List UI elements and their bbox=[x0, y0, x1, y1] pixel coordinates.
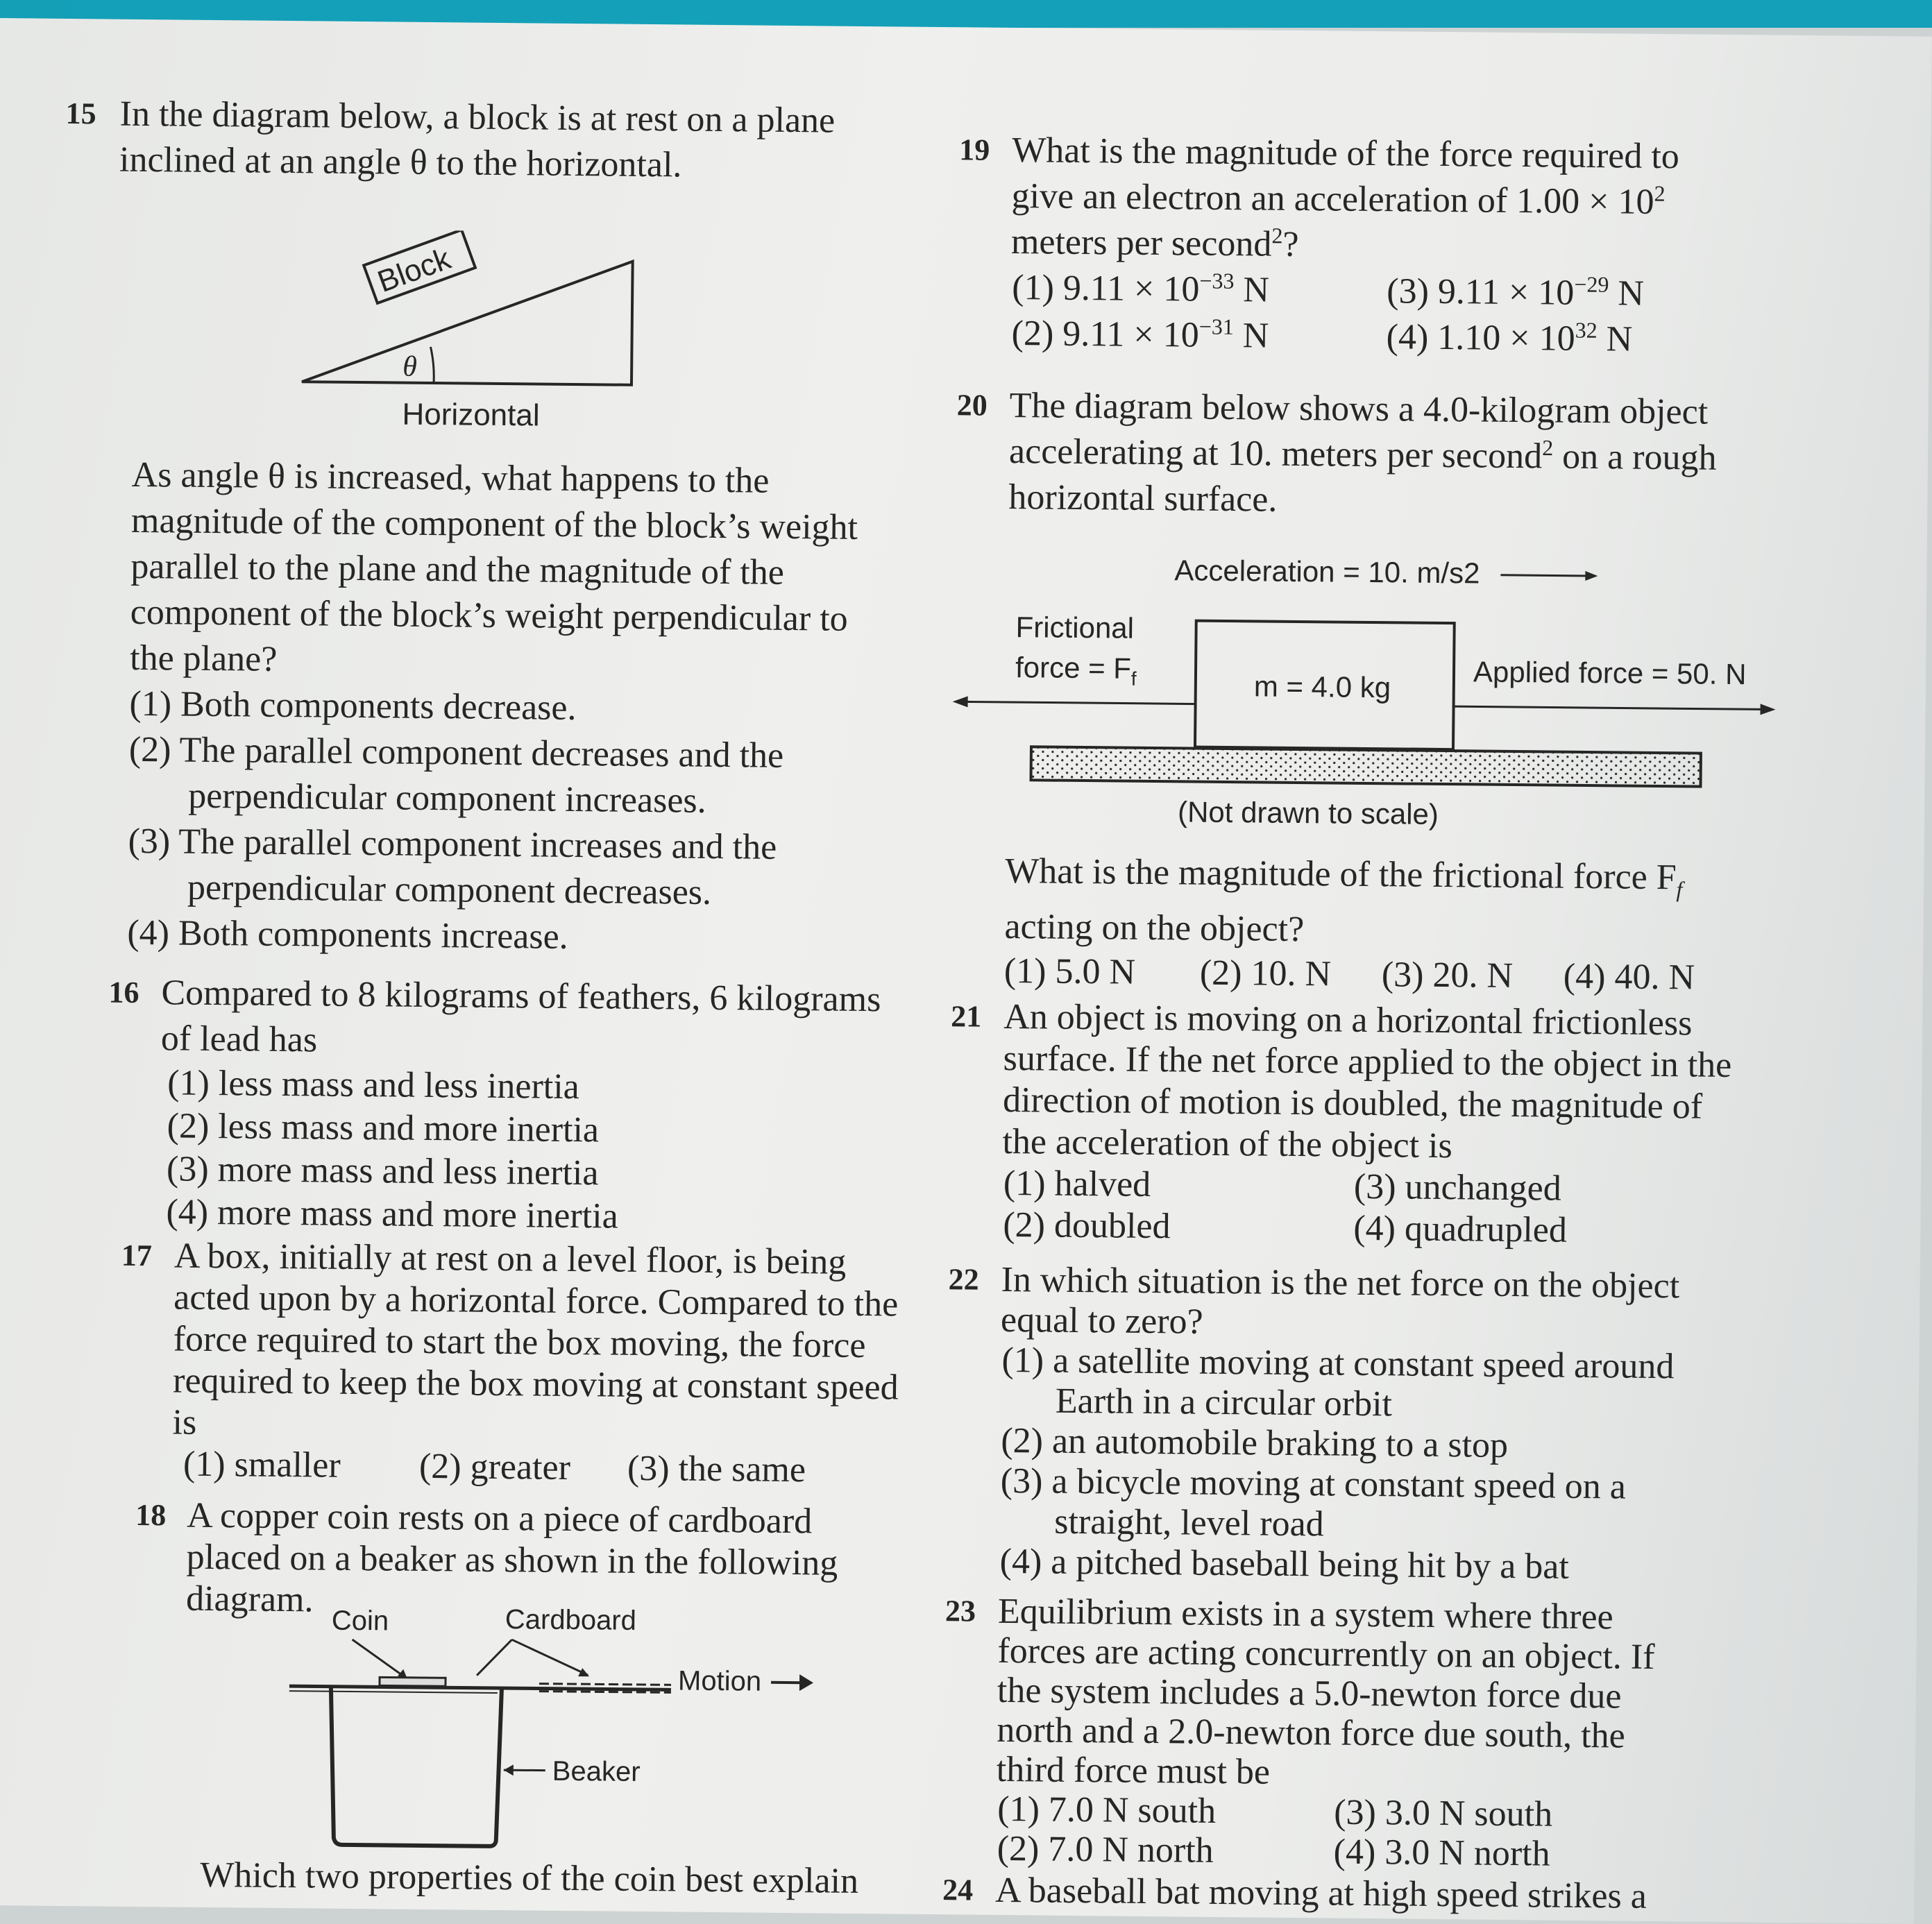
question-number: 24 bbox=[942, 1873, 974, 1907]
question-15 bbox=[65, 91, 899, 191]
option-1[interactable]: (1) a satellite moving at constant speed around Earth in a circular orbit bbox=[1001, 1340, 1675, 1424]
inclined-plane-diagram bbox=[287, 229, 650, 461]
option-3[interactable]: (3) the same bbox=[627, 1448, 806, 1490]
question-number: 19 bbox=[959, 133, 990, 167]
horizontal-label: Horizontal bbox=[402, 397, 540, 433]
question-stem: What is the magnitude of the force required to give an electron an acceleration of $1.00 \times 10^2$ meters per second$^2$? bbox=[1010, 130, 1680, 264]
acceleration-label: Acceleration = 10. m/s2 bbox=[1174, 554, 1480, 590]
option-1[interactable]: (1) halved bbox=[1003, 1163, 1151, 1204]
option-3[interactable]: (3) unchanged bbox=[1353, 1166, 1562, 1209]
question-stem: Compared to 8 kilograms of feathers, 6 kilograms of lead has bbox=[160, 973, 881, 1060]
friction-label-2: force = $F_f$ bbox=[1015, 651, 1137, 690]
question-number: 23 bbox=[944, 1594, 976, 1628]
question-text: What is the magnitude of the frictional force $F_f$ acting on the object? bbox=[1004, 851, 1683, 950]
question-number: 22 bbox=[948, 1262, 979, 1297]
question-16 bbox=[106, 970, 900, 1241]
option-3[interactable]: (3) 20. N bbox=[1381, 955, 1514, 996]
option-2[interactable]: (2) doubled bbox=[1003, 1204, 1171, 1247]
question-24 bbox=[942, 1867, 1734, 1921]
option-3[interactable]: (3) a bicycle moving at constant speed on a straight, level road bbox=[1000, 1461, 1627, 1544]
question-text: As angle θ is increased, what happens to the magnitude of the component of the block’s weight parallel to the plane and the magnitude of the component of the block’s weight perpendicular to the plane? bbox=[129, 454, 858, 679]
question-19 bbox=[957, 127, 1750, 364]
question-18-body bbox=[200, 1855, 895, 1903]
question-number: 18 bbox=[135, 1497, 167, 1533]
question-stem: In the diagram below, a block is at rest on a plane inclined at an angle θ to the horizontal. bbox=[119, 94, 836, 185]
question-number: 21 bbox=[951, 999, 982, 1034]
option-1[interactable]: (1) 5.0 N bbox=[1003, 951, 1136, 993]
option-3[interactable]: (3) 3.0 N south bbox=[1333, 1792, 1553, 1834]
question-23 bbox=[942, 1591, 1736, 1875]
applied-force-arrow bbox=[1454, 706, 1770, 709]
option-2[interactable]: (2) $9.11 \times 10^{-31}$ N bbox=[1011, 314, 1269, 356]
beaker-shape bbox=[330, 1688, 502, 1846]
question-stem: A baseball bat moving at high speed strikes a bbox=[994, 1870, 1647, 1916]
angle-label: θ bbox=[402, 350, 418, 383]
force-diagram bbox=[943, 540, 1793, 854]
question-15-body bbox=[127, 452, 881, 963]
question-stem: An object is moving on a horizontal frictionless surface. If the net force applied to the object in the direction of motion is doubled, the magnitude of the acceleration of the object is bbox=[1002, 996, 1732, 1166]
option-4[interactable]: (4) $1.10 \times 10^{32}$ N bbox=[1386, 317, 1633, 359]
beaker-label: Beaker bbox=[552, 1755, 641, 1787]
question-stem: A box, initially at rest on a level floor, is being acted upon by a horizontal force. Compared to the force required to start the box moving, the force required to keep the box moving at constant speed is bbox=[172, 1236, 899, 1442]
option-2[interactable]: (2) 7.0 N north bbox=[997, 1828, 1214, 1871]
block-label: Block bbox=[373, 241, 455, 300]
option-4[interactable]: (4) a pitched baseball being hit by a bat bbox=[999, 1541, 1570, 1587]
question-stem: In which situation is the net force on the object equal to zero? bbox=[1000, 1259, 1680, 1342]
option-1[interactable]: (1) Both components decrease. bbox=[129, 683, 577, 729]
friction-label-1: Frictional bbox=[1015, 611, 1135, 645]
incline-triangle bbox=[302, 258, 633, 385]
scale-note: (Not drawn to scale) bbox=[1177, 795, 1439, 831]
option-1[interactable]: (1) $9.11 \times 10^{-33}$ N bbox=[1012, 268, 1270, 310]
question-stem: A copper coin rests on a piece of cardboard placed on a beaker as shown in the following diagram. bbox=[185, 1495, 838, 1620]
option-3[interactable]: (3) The parallel component increases and the perpendicular component decreases. bbox=[128, 821, 777, 912]
angle-arc bbox=[430, 347, 434, 383]
coin-label: Coin bbox=[331, 1605, 389, 1637]
question-number: 15 bbox=[65, 96, 96, 131]
coin-beaker-diagram bbox=[274, 1596, 846, 1858]
question-21 bbox=[949, 996, 1742, 1253]
acceleration-arrow bbox=[1500, 575, 1594, 576]
option-4[interactable]: (4) 40. N bbox=[1563, 957, 1695, 998]
option-2[interactable]: (2) greater bbox=[418, 1446, 571, 1488]
question-text: Which two properties of the coin best explain bbox=[200, 1855, 859, 1901]
option-1[interactable]: (1) smaller bbox=[183, 1444, 341, 1485]
option-3[interactable]: (3) more mass and less inertia bbox=[166, 1149, 599, 1193]
question-number: 20 bbox=[956, 388, 988, 423]
question-number: 17 bbox=[121, 1238, 153, 1273]
option-3[interactable]: (3) $9.11 \times 10^{-29}$ N bbox=[1387, 271, 1645, 314]
rough-surface bbox=[1031, 747, 1701, 786]
option-2[interactable]: (2) The parallel component decreases and the perpendicular component increases. bbox=[128, 729, 784, 821]
option-4[interactable]: (4) quadrupled bbox=[1353, 1208, 1568, 1250]
coin-shape bbox=[380, 1677, 446, 1686]
question-20 bbox=[956, 382, 1755, 527]
cardboard-label: Cardboard bbox=[505, 1604, 637, 1636]
option-4[interactable]: (4) more mass and more inertia bbox=[166, 1192, 618, 1236]
question-number: 16 bbox=[108, 975, 139, 1010]
option-2[interactable]: (2) 10. N bbox=[1199, 953, 1332, 994]
option-1[interactable]: (1) 7.0 N south bbox=[997, 1789, 1217, 1831]
exam-page bbox=[0, 18, 1932, 1924]
option-2[interactable]: (2) an automobile braking to a stop bbox=[1001, 1420, 1509, 1465]
mass-label: m = 4.0 kg bbox=[1253, 670, 1391, 704]
option-1[interactable]: (1) less mass and less inertia bbox=[167, 1063, 580, 1107]
question-22 bbox=[945, 1259, 1739, 1589]
question-17 bbox=[119, 1235, 906, 1492]
option-2[interactable]: (2) less mass and more inertia bbox=[167, 1106, 600, 1150]
question-stem: The diagram below shows a 4.0-kilogram object accelerating at 10. meters per second$^2$ on a rough horizontal surface. bbox=[1008, 385, 1717, 520]
option-4[interactable]: (4) 3.0 N north bbox=[1333, 1832, 1550, 1874]
cardboard-shape bbox=[289, 1686, 671, 1689]
motion-label: Motion bbox=[677, 1665, 762, 1697]
question-stem: Equilibrium exists in a system where three forces are acting concurrently on an object. If the system includes a 5.0-newton force due north and a 2.0-newton force due south, the third force must be bbox=[996, 1591, 1655, 1792]
option-4[interactable]: (4) Both components increase. bbox=[127, 912, 568, 957]
friction-arrow bbox=[958, 701, 1196, 704]
applied-force-label: Applied force = 50. N bbox=[1473, 655, 1747, 691]
question-20-body bbox=[1004, 849, 1755, 1001]
